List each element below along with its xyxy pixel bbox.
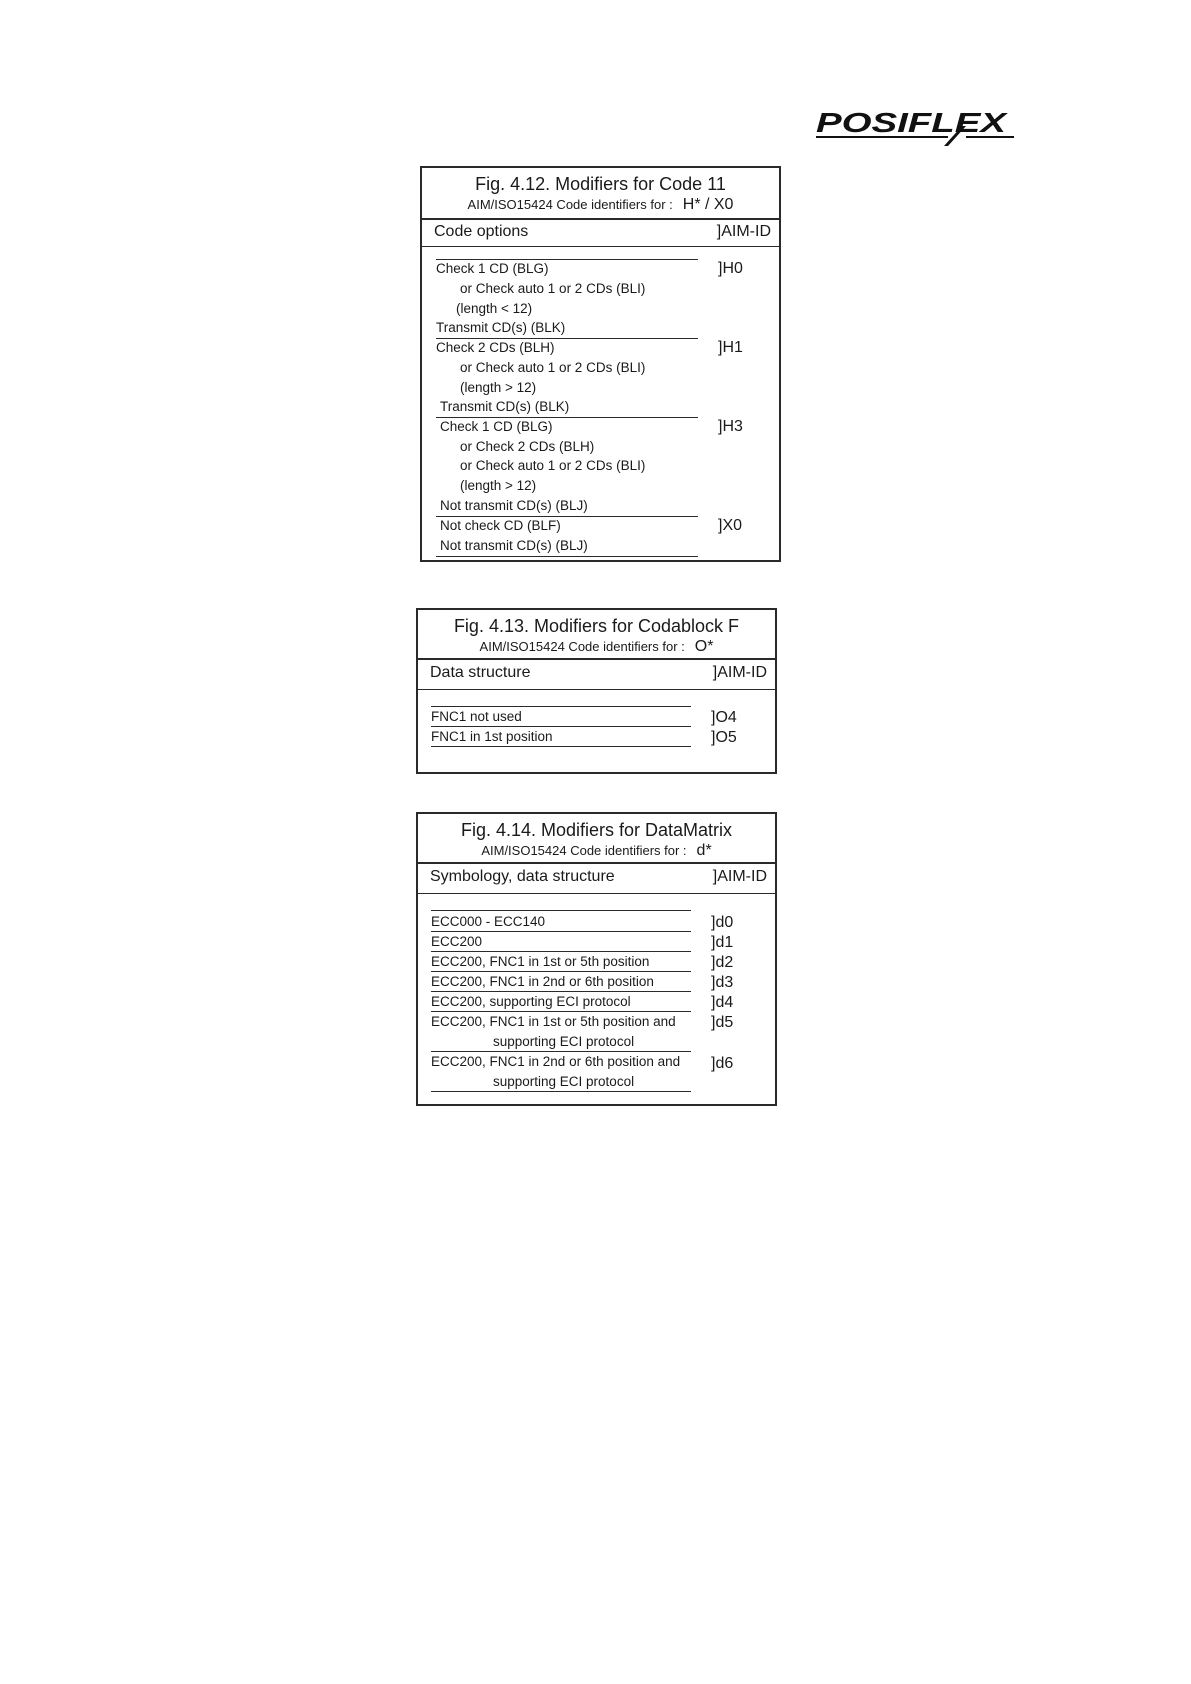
option-line: or Check auto 1 or 2 CDs (BLI) — [460, 281, 646, 296]
figure-subtitle — [418, 639, 775, 654]
row-rule — [436, 259, 698, 260]
figure-title: Fig. 4.14. Modifiers for DataMatrix — [460, 820, 733, 840]
figure-header — [418, 814, 775, 864]
subtitle-text: AIM/ISO15424 Code identifiers for : — [481, 843, 687, 858]
aim-id-code: ]d5 — [711, 1014, 734, 1031]
code-symbol: H* / X0 — [682, 196, 734, 213]
row-rule — [431, 706, 691, 707]
row-label: ECC200, FNC1 in 1st or 5th position and — [431, 1014, 676, 1029]
row-label: ECC200, FNC1 in 2nd or 6th position — [431, 974, 654, 989]
row-rule — [431, 991, 691, 992]
row-label: ECC200 — [431, 934, 483, 949]
row-rule — [436, 417, 698, 418]
aim-id-label: ]AIM-ID — [712, 664, 767, 681]
row-rule — [431, 1051, 691, 1052]
row-rule — [436, 556, 698, 557]
figure-header — [422, 168, 779, 220]
figure-header — [418, 610, 775, 660]
figure-4-14 — [416, 812, 777, 1106]
figure-subtitle — [418, 843, 775, 858]
row-label: ECC200, FNC1 in 1st or 5th position — [431, 954, 650, 969]
aim-id-code: ]O5 — [711, 729, 737, 746]
option-line: or Check 2 CDs (BLH) — [460, 439, 595, 454]
option-line: Not transmit CD(s) (BLJ) — [440, 538, 588, 553]
row-rule — [431, 971, 691, 972]
row-rule — [431, 910, 691, 911]
row-rule — [431, 1011, 691, 1012]
posiflex-logo — [816, 104, 1016, 148]
figure-title: Fig. 4.13. Modifiers for Codablock F — [453, 616, 740, 636]
option-line: (length > 12) — [460, 478, 537, 493]
option-line: Check 1 CD (BLG) — [436, 261, 549, 276]
subtitle-text: AIM/ISO15424 Code identifiers for : — [467, 197, 673, 212]
row-label-continued: supporting ECI protocol — [493, 1034, 635, 1049]
aim-id-label: ]AIM-ID — [712, 868, 767, 885]
aim-id-code: ]H1 — [718, 339, 743, 356]
aim-id-code: ]O4 — [711, 709, 737, 726]
option-line: Not transmit CD(s) (BLJ) — [440, 498, 588, 513]
figure-4-13 — [416, 608, 777, 774]
column-header — [422, 218, 779, 247]
aim-id-label: ]AIM-ID — [716, 223, 771, 240]
aim-id-code: ]d2 — [711, 954, 734, 971]
column-label: Code options — [434, 223, 529, 240]
row-label: FNC1 in 1st position — [431, 729, 553, 744]
aim-id-code: ]H3 — [718, 418, 743, 435]
subtitle-text: AIM/ISO15424 Code identifiers for : — [479, 639, 685, 654]
aim-id-code: ]d6 — [711, 1055, 734, 1072]
row-label: FNC1 not used — [431, 709, 522, 724]
row-label: ECC000 - ECC140 — [431, 914, 546, 929]
row-rule — [436, 338, 698, 339]
row-rule — [436, 516, 698, 517]
column-label: Data structure — [430, 664, 531, 681]
option-line: Check 1 CD (BLG) — [440, 419, 553, 434]
row-label: ECC200, FNC1 in 2nd or 6th position and — [431, 1054, 681, 1069]
row-rule — [431, 726, 691, 727]
column-header — [418, 862, 775, 894]
row-rule — [431, 746, 691, 747]
aim-id-code: ]d3 — [711, 974, 734, 991]
row-label: ECC200, supporting ECI protocol — [431, 994, 631, 1009]
aim-id-code: ]X0 — [718, 517, 743, 534]
code-symbol: O* — [694, 638, 714, 655]
option-line: or Check auto 1 or 2 CDs (BLI) — [460, 458, 646, 473]
row-rule — [431, 1091, 691, 1092]
aim-id-code: ]d1 — [711, 934, 734, 951]
aim-id-code: ]d0 — [711, 914, 734, 931]
aim-id-code: ]d4 — [711, 994, 734, 1011]
option-line: Transmit CD(s) (BLK) — [440, 399, 570, 414]
aim-id-code: ]H0 — [718, 260, 743, 277]
option-line: Not check CD (BLF) — [440, 518, 561, 533]
option-line: (length < 12) — [456, 301, 533, 316]
figure-title: Fig. 4.12. Modifiers for Code 11 — [475, 174, 726, 194]
row-rule — [431, 951, 691, 952]
column-header — [418, 658, 775, 690]
option-line: Check 2 CDs (BLH) — [436, 340, 555, 355]
option-line: Transmit CD(s) (BLK) — [436, 320, 566, 335]
figure-subtitle — [422, 197, 779, 212]
figure-4-12 — [420, 166, 781, 562]
option-line: or Check auto 1 or 2 CDs (BLI) — [460, 360, 646, 375]
option-line: (length > 12) — [460, 380, 537, 395]
row-rule — [431, 931, 691, 932]
logo-text: POSIFLEX — [816, 107, 1010, 138]
code-symbol: d* — [696, 842, 712, 859]
column-label: Symbology, data structure — [430, 868, 615, 885]
row-label-continued: supporting ECI protocol — [493, 1074, 635, 1089]
